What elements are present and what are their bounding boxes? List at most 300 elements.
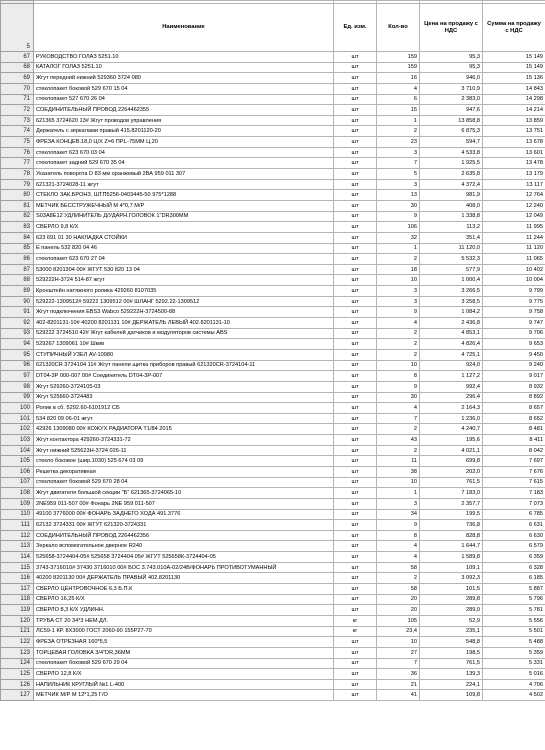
cell-sum[interactable]: 9 799 — [483, 286, 545, 297]
cell-qty[interactable]: 41 — [377, 690, 420, 701]
cell-price[interactable]: 113,2 — [420, 222, 483, 233]
cell-price[interactable]: 289,8 — [420, 594, 483, 605]
cell-qty[interactable]: 18 — [377, 264, 420, 275]
cell-name[interactable]: 621365 3724620 13# Жгут проводов управления — [34, 115, 334, 126]
row-number[interactable]: 118 — [1, 594, 34, 605]
cell-sum[interactable]: 11 244 — [483, 232, 545, 243]
cell-name[interactable]: 529222 3724510 42# Жгут кабелей датчиков и модуляторов системы ABS — [34, 328, 334, 339]
cell-price[interactable]: 2 164,3 — [420, 403, 483, 414]
cell-name[interactable]: Жгут 525660-3724483 — [34, 392, 334, 403]
cell-unit[interactable]: шт — [334, 509, 377, 520]
cell-qty[interactable]: 23,4 — [377, 626, 420, 637]
cell-name[interactable]: Жгут нижний 525623Н-3724 026-11 — [34, 445, 334, 456]
cell-qty[interactable]: 30 — [377, 200, 420, 211]
cell-name[interactable]: ФРЕЗА КОНЦЕВ.18,0 Ц/Х Z=6 ПР.L-75ММ Ц.20 — [34, 137, 334, 148]
cell-price[interactable]: 2 436,8 — [420, 318, 483, 329]
cell-qty[interactable]: 9 — [377, 520, 420, 531]
cell-price[interactable]: 4 853,1 — [420, 328, 483, 339]
cell-qty[interactable]: 3 — [377, 286, 420, 297]
cell-sum[interactable]: 7 697 — [483, 456, 545, 467]
cell-qty[interactable]: 3 — [377, 498, 420, 509]
cell-qty[interactable]: 58 — [377, 584, 420, 595]
cell-qty[interactable]: 15 — [377, 105, 420, 116]
cell-name[interactable]: Жгут подключения EBS3 Wabco 529222Н-3724500-88 — [34, 307, 334, 318]
cell-unit[interactable]: шт — [334, 73, 377, 84]
row-number[interactable]: 102 — [1, 424, 34, 435]
cell-unit[interactable]: шт — [334, 328, 377, 339]
cell-price[interactable]: 4 021,1 — [420, 445, 483, 456]
cell-unit[interactable]: шт — [334, 413, 377, 424]
cell-sum[interactable]: 9 706 — [483, 328, 545, 339]
cell-name[interactable]: 529222-1309512# 59222 1309512 00# ШЛАНГ 5292.22-1309512 — [34, 296, 334, 307]
cell-price[interactable]: 3 710,9 — [420, 83, 483, 94]
cell-name[interactable]: СТУПИЧНЫЙ УЗЕЛ AV-10980 — [34, 349, 334, 360]
row-number[interactable]: 111 — [1, 520, 34, 531]
cell-unit[interactable]: шт — [334, 392, 377, 403]
cell-price[interactable]: 198,5 — [420, 647, 483, 658]
row-number[interactable]: 85 — [1, 243, 34, 254]
cell-price[interactable]: 202,0 — [420, 466, 483, 477]
cell-name[interactable]: РУКОВОДСТВО ГОЛАЗ 5251.10 — [34, 52, 334, 63]
cell-name[interactable]: стеклопакет задний 529 670 35 04 — [34, 158, 334, 169]
row-number[interactable]: 123 — [1, 647, 34, 658]
cell-qty[interactable]: 6 — [377, 94, 420, 105]
cell-qty[interactable]: 3 — [377, 147, 420, 158]
cell-unit[interactable]: шт — [334, 264, 377, 275]
cell-unit[interactable]: шт — [334, 562, 377, 573]
cell-qty[interactable]: 2 — [377, 254, 420, 265]
cell-sum[interactable]: 4 706 — [483, 679, 545, 690]
cell-name[interactable]: Указатель поворота D 83 мм оранжевый 2ВА 959 011 307 — [34, 169, 334, 180]
cell-sum[interactable]: 14 843 — [483, 83, 545, 94]
cell-price[interactable]: 1 000,4 — [420, 275, 483, 286]
cell-unit[interactable]: шт — [334, 318, 377, 329]
cell-price[interactable]: 577,9 — [420, 264, 483, 275]
cell-unit[interactable]: шт — [334, 105, 377, 116]
cell-price[interactable]: 548,8 — [420, 637, 483, 648]
cell-unit[interactable]: шт — [334, 669, 377, 680]
cell-name[interactable]: Жгут передний нижний 529360 3724 080 — [34, 73, 334, 84]
cell-qty[interactable]: 2 — [377, 573, 420, 584]
row-number[interactable]: 100 — [1, 403, 34, 414]
cell-name[interactable]: СОЕДИНИТЕЛЬНЫЙ ПРОВОД 2264462356 — [34, 530, 334, 541]
cell-unit[interactable]: шт — [334, 403, 377, 414]
cell-name[interactable]: 525658-3724404-05# 525658 3724404 05# ЖГУТ 525658К-3724404-05 — [34, 552, 334, 563]
cell-sum[interactable]: 13 179 — [483, 169, 545, 180]
row-number[interactable]: 93 — [1, 328, 34, 339]
cell-unit[interactable]: шт — [334, 222, 377, 233]
cell-price[interactable]: 3 266,5 — [420, 286, 483, 297]
row-number[interactable]: 82 — [1, 211, 34, 222]
cell-name[interactable]: Жгут 529260-3724105-03 — [34, 381, 334, 392]
row-number[interactable]: 122 — [1, 637, 34, 648]
cell-unit[interactable]: шт — [334, 137, 377, 148]
cell-sum[interactable]: 8 892 — [483, 392, 545, 403]
cell-qty[interactable]: 10 — [377, 360, 420, 371]
cell-price[interactable]: 594,7 — [420, 137, 483, 148]
cell-sum[interactable]: 12 764 — [483, 190, 545, 201]
cell-sum[interactable]: 9 017 — [483, 371, 545, 382]
cell-name[interactable]: СВЕРЛО ЦЕНТРОВОЧНОЕ 6,3 Б.П.К — [34, 584, 334, 595]
cell-unit[interactable]: шт — [334, 520, 377, 531]
cell-name[interactable]: МЕТЧИК БЕССТРУЖЕЧНЫЙ М 4*0,7 М/Р — [34, 200, 334, 211]
cell-qty[interactable]: 106 — [377, 222, 420, 233]
cell-qty[interactable]: 2 — [377, 126, 420, 137]
cell-qty[interactable]: 8 — [377, 371, 420, 382]
cell-name[interactable]: Е панель 532 820 04 46 — [34, 243, 334, 254]
cell-sum[interactable]: 5 016 — [483, 669, 545, 680]
cell-name[interactable]: стеклопакет 527 670 26 04 — [34, 94, 334, 105]
cell-price[interactable]: 761,5 — [420, 477, 483, 488]
row-number[interactable]: 110 — [1, 509, 34, 520]
cell-name[interactable]: 621321-3724028-11 жгут — [34, 179, 334, 190]
cell-sum[interactable]: 5 501 — [483, 626, 545, 637]
row-number[interactable]: 109 — [1, 498, 34, 509]
cell-name[interactable]: 40200 8201130 00# ДЕРЖАТЕЛЬ ПРАВЫЙ 402.8201130 — [34, 573, 334, 584]
row-number[interactable]: 70 — [1, 83, 34, 94]
row-number[interactable]: 83 — [1, 222, 34, 233]
cell-qty[interactable]: 4 — [377, 541, 420, 552]
cell-name[interactable]: СВЕРЛО 12,8 К/Х — [34, 669, 334, 680]
cell-price[interactable]: 1 644,7 — [420, 541, 483, 552]
row-number[interactable]: 71 — [1, 94, 34, 105]
cell-unit[interactable]: кг — [334, 615, 377, 626]
cell-sum[interactable]: 9 240 — [483, 360, 545, 371]
cell-sum[interactable]: 9 747 — [483, 318, 545, 329]
cell-qty[interactable]: 20 — [377, 605, 420, 616]
cell-price[interactable]: 289,0 — [420, 605, 483, 616]
cell-unit[interactable]: шт — [334, 445, 377, 456]
cell-sum[interactable]: 8 481 — [483, 424, 545, 435]
cell-unit[interactable]: шт — [334, 424, 377, 435]
cell-qty[interactable]: 9 — [377, 307, 420, 318]
cell-price[interactable]: 761,5 — [420, 658, 483, 669]
cell-qty[interactable]: 5 — [377, 169, 420, 180]
cell-sum[interactable]: 15 149 — [483, 52, 545, 63]
cell-price[interactable]: 946,0 — [420, 73, 483, 84]
cell-price[interactable]: 11 120,0 — [420, 243, 483, 254]
row-number[interactable]: 76 — [1, 147, 34, 158]
cell-name[interactable]: СОЕДИНИТЕЛЬНЫЙ ПРОВОД 2264462355 — [34, 105, 334, 116]
row-number[interactable]: 119 — [1, 605, 34, 616]
row-number[interactable]: 103 — [1, 435, 34, 446]
cell-name[interactable]: 42926 1309080 00# КОЖУХ РАДИАТОРА Т1/84 2015 — [34, 424, 334, 435]
cell-sum[interactable]: 11 995 — [483, 222, 545, 233]
cell-sum[interactable]: 15 149 — [483, 62, 545, 73]
cell-price[interactable]: 992,4 — [420, 381, 483, 392]
row-number[interactable]: 75 — [1, 137, 34, 148]
cell-qty[interactable]: 34 — [377, 509, 420, 520]
cell-unit[interactable]: шт — [334, 488, 377, 499]
cell-qty[interactable]: 2 — [377, 424, 420, 435]
row-number[interactable]: 96 — [1, 360, 34, 371]
cell-unit[interactable]: шт — [334, 94, 377, 105]
cell-price[interactable]: 2 635,8 — [420, 169, 483, 180]
cell-sum[interactable]: 13 478 — [483, 158, 545, 169]
row-number[interactable]: 108 — [1, 488, 34, 499]
cell-sum[interactable]: 6 579 — [483, 541, 545, 552]
cell-price[interactable]: 828,8 — [420, 530, 483, 541]
col-header-name[interactable]: Наименование — [34, 4, 334, 52]
cell-price[interactable]: 699,8 — [420, 456, 483, 467]
cell-name[interactable]: ТОРЦЕВАЯ ГОЛОВКА 3/4"DR,36ММ — [34, 647, 334, 658]
cell-price[interactable]: 95,3 — [420, 52, 483, 63]
row-number[interactable]: 97 — [1, 371, 34, 382]
cell-name[interactable]: Жгут контактора 429260-3724331-72 — [34, 435, 334, 446]
col-header-price[interactable]: Цена на продажу с НДС — [420, 4, 483, 52]
cell-qty[interactable]: 32 — [377, 232, 420, 243]
cell-name[interactable]: 2NE959 011-507 00# Фонарь 2NE 959 011-507 — [34, 498, 334, 509]
cell-sum[interactable]: 10 004 — [483, 275, 545, 286]
col-header-qty[interactable]: Кол-во — [377, 4, 420, 52]
row-number-header[interactable]: 5 — [1, 4, 34, 52]
cell-price[interactable]: 2 357,7 — [420, 498, 483, 509]
cell-name[interactable]: 529267 1309061 10# Шкив — [34, 339, 334, 350]
cell-unit[interactable]: шт — [334, 286, 377, 297]
cell-price[interactable]: 4 826,4 — [420, 339, 483, 350]
cell-price[interactable]: 1 084,2 — [420, 307, 483, 318]
row-number[interactable]: 121 — [1, 626, 34, 637]
cell-price[interactable]: 736,8 — [420, 520, 483, 531]
cell-price[interactable]: 3 258,5 — [420, 296, 483, 307]
cell-qty[interactable]: 1 — [377, 243, 420, 254]
cell-price[interactable]: 109,1 — [420, 562, 483, 573]
cell-sum[interactable]: 8 411 — [483, 435, 545, 446]
cell-price[interactable]: 235,1 — [420, 626, 483, 637]
cell-qty[interactable]: 9 — [377, 381, 420, 392]
cell-price[interactable]: 1 338,8 — [420, 211, 483, 222]
row-number[interactable]: 99 — [1, 392, 34, 403]
cell-sum[interactable]: 14 298 — [483, 94, 545, 105]
cell-price[interactable]: 101,5 — [420, 584, 483, 595]
cell-sum[interactable]: 7 183 — [483, 488, 545, 499]
cell-sum[interactable]: 9 758 — [483, 307, 545, 318]
cell-price[interactable]: 1 127,2 — [420, 371, 483, 382]
cell-price[interactable]: 947,6 — [420, 105, 483, 116]
cell-sum[interactable]: 6 185 — [483, 573, 545, 584]
cell-name[interactable]: 402-8201131-10# 40200 8201131 10# ДЕРЖАТЕЛЬ ЛЕВЫЙ 402.8201131-10 — [34, 318, 334, 329]
cell-sum[interactable]: 6 359 — [483, 552, 545, 563]
cell-unit[interactable]: шт — [334, 637, 377, 648]
cell-price[interactable]: 6 875,3 — [420, 126, 483, 137]
row-number[interactable]: 69 — [1, 73, 34, 84]
row-number[interactable]: 78 — [1, 169, 34, 180]
cell-qty[interactable]: 7 — [377, 658, 420, 669]
cell-unit[interactable]: шт — [334, 62, 377, 73]
cell-unit[interactable]: шт — [334, 605, 377, 616]
cell-sum[interactable]: 14 214 — [483, 105, 545, 116]
cell-unit[interactable]: шт — [334, 349, 377, 360]
cell-name[interactable]: ТРУБА СТ 20 34*3 НЕМ.ДЛ. — [34, 615, 334, 626]
cell-name[interactable]: 529222Н-3724 514-87 жгут — [34, 275, 334, 286]
cell-sum[interactable]: 6 785 — [483, 509, 545, 520]
cell-qty[interactable]: 20 — [377, 594, 420, 605]
cell-qty[interactable]: 10 — [377, 637, 420, 648]
cell-sum[interactable]: 8 657 — [483, 403, 545, 414]
row-number[interactable]: 104 — [1, 445, 34, 456]
cell-unit[interactable]: шт — [334, 339, 377, 350]
cell-qty[interactable]: 159 — [377, 62, 420, 73]
cell-name[interactable]: 62132 3724331 00# ЖГУТ 621320-3724331 — [34, 520, 334, 531]
cell-qty[interactable]: 2 — [377, 328, 420, 339]
cell-unit[interactable]: шт — [334, 232, 377, 243]
cell-sum[interactable]: 11 120 — [483, 243, 545, 254]
cell-sum[interactable]: 5 796 — [483, 594, 545, 605]
cell-price[interactable]: 981,9 — [420, 190, 483, 201]
row-number[interactable]: 94 — [1, 339, 34, 350]
cell-qty[interactable]: 2 — [377, 339, 420, 350]
cell-qty[interactable]: 4 — [377, 403, 420, 414]
row-number[interactable]: 73 — [1, 115, 34, 126]
cell-name[interactable]: КАТАЛОГ ГОЛАЗ 5251.10 — [34, 62, 334, 73]
row-number[interactable]: 91 — [1, 307, 34, 318]
cell-price[interactable]: 139,3 — [420, 669, 483, 680]
cell-sum[interactable]: 5 488 — [483, 637, 545, 648]
cell-unit[interactable]: шт — [334, 456, 377, 467]
row-number[interactable]: 81 — [1, 200, 34, 211]
cell-qty[interactable]: 9 — [377, 211, 420, 222]
row-number[interactable]: 92 — [1, 318, 34, 329]
cell-price[interactable]: 924,0 — [420, 360, 483, 371]
row-number[interactable]: 113 — [1, 541, 34, 552]
cell-qty[interactable]: 43 — [377, 435, 420, 446]
row-number[interactable]: 114 — [1, 552, 34, 563]
row-number[interactable]: 77 — [1, 158, 34, 169]
cell-unit[interactable]: шт — [334, 307, 377, 318]
cell-unit[interactable]: шт — [334, 466, 377, 477]
row-number[interactable]: 79 — [1, 179, 34, 190]
cell-price[interactable]: 1 925,5 — [420, 158, 483, 169]
cell-name[interactable]: Жгут двигателя большой секции "Б" 621365-3724065-10 — [34, 488, 334, 499]
row-number[interactable]: 74 — [1, 126, 34, 137]
row-number[interactable]: 105 — [1, 456, 34, 467]
cell-price[interactable]: 4 533,8 — [420, 147, 483, 158]
cell-name[interactable]: 621320CR 3724104 11# Жгут панели щитка приборов правый 621320CR-3724104-11 — [34, 360, 334, 371]
cell-price[interactable]: 408,0 — [420, 200, 483, 211]
cell-qty[interactable]: 1 — [377, 115, 420, 126]
cell-name[interactable]: стеклопакет 623 670 27 04 — [34, 254, 334, 265]
cell-name[interactable]: СТЕКЛО ЗАК.БРОНЗ. ШТП5256-0403445-50 975*1288 — [34, 190, 334, 201]
cell-unit[interactable]: шт — [334, 115, 377, 126]
row-number[interactable]: 107 — [1, 477, 34, 488]
row-number[interactable]: 90 — [1, 296, 34, 307]
cell-name[interactable]: 623 691 01 30 НАКЛАДКА СТОЙКИ — [34, 232, 334, 243]
row-number[interactable]: 68 — [1, 62, 34, 73]
row-number[interactable]: 84 — [1, 232, 34, 243]
cell-sum[interactable]: 5 887 — [483, 584, 545, 595]
cell-name[interactable]: СВЕРЛО 16,25 К/Х — [34, 594, 334, 605]
cell-name[interactable]: Кронштейн натяжного ролика 429260 8107035 — [34, 286, 334, 297]
cell-qty[interactable]: 21 — [377, 679, 420, 690]
cell-sum[interactable]: 11 065 — [483, 254, 545, 265]
cell-sum[interactable]: 6 630 — [483, 530, 545, 541]
cell-qty[interactable]: 16 — [377, 73, 420, 84]
cell-unit[interactable]: шт — [334, 594, 377, 605]
cell-unit[interactable]: шт — [334, 435, 377, 446]
cell-price[interactable]: 195,6 — [420, 435, 483, 446]
cell-price[interactable]: 351,4 — [420, 232, 483, 243]
cell-unit[interactable]: шт — [334, 126, 377, 137]
cell-qty[interactable]: 36 — [377, 669, 420, 680]
cell-unit[interactable]: шт — [334, 690, 377, 701]
row-number[interactable]: 72 — [1, 105, 34, 116]
cell-price[interactable]: 109,8 — [420, 690, 483, 701]
cell-sum[interactable]: 5 781 — [483, 605, 545, 616]
row-number[interactable]: 125 — [1, 669, 34, 680]
cell-name[interactable]: ЛС59-1 КР. 8Х3000 ГОСТ 2060-90 155Р27-70 — [34, 626, 334, 637]
col-header-unit[interactable]: Ед. изм. — [334, 4, 377, 52]
cell-sum[interactable]: 9 653 — [483, 339, 545, 350]
cell-unit[interactable]: шт — [334, 243, 377, 254]
cell-name[interactable]: 3743-3716010# 37430 3716010 00# БОС 3.743.010А-02/24В/ФОНАРЬ ПРОТИВОТУМАННЫЙ — [34, 562, 334, 573]
cell-name[interactable]: стеклопакет боковой 529 670 15 04 — [34, 83, 334, 94]
cell-price[interactable]: 4 372,4 — [420, 179, 483, 190]
cell-sum[interactable]: 4 502 — [483, 690, 545, 701]
cell-sum[interactable]: 6 631 — [483, 520, 545, 531]
cell-sum[interactable]: 9 775 — [483, 296, 545, 307]
cell-name[interactable]: Решетка декоративная — [34, 466, 334, 477]
cell-unit[interactable]: шт — [334, 158, 377, 169]
cell-name[interactable]: Ролик в сб. 5292.60-6101912 СБ — [34, 403, 334, 414]
cell-sum[interactable]: 5 359 — [483, 647, 545, 658]
cell-name[interactable]: стеклопакет 623 670 03 04 — [34, 147, 334, 158]
row-number[interactable]: 124 — [1, 658, 34, 669]
row-number[interactable]: 80 — [1, 190, 34, 201]
row-number[interactable]: 98 — [1, 381, 34, 392]
cell-qty[interactable]: 3 — [377, 296, 420, 307]
row-number[interactable]: 88 — [1, 275, 34, 286]
row-number[interactable]: 95 — [1, 349, 34, 360]
cell-name[interactable]: S03А8Е12 УДЛИНИТЕЛЬ Д/УДАРН.ГОЛОВОК 1"DR300ММ — [34, 211, 334, 222]
cell-qty[interactable]: 2 — [377, 349, 420, 360]
cell-unit[interactable]: шт — [334, 169, 377, 180]
row-number[interactable]: 117 — [1, 584, 34, 595]
cell-qty[interactable]: 38 — [377, 466, 420, 477]
cell-name[interactable]: МЕТЧИК М/Р М 12*1,25 Г/О — [34, 690, 334, 701]
cell-qty[interactable]: 7 — [377, 158, 420, 169]
cell-unit[interactable]: шт — [334, 371, 377, 382]
row-number[interactable]: 67 — [1, 52, 34, 63]
cell-name[interactable]: DT04-3P 000-007 00# Соединитель DT04-3P-007 — [34, 371, 334, 382]
cell-qty[interactable]: 2 — [377, 445, 420, 456]
cell-unit[interactable]: шт — [334, 477, 377, 488]
cell-qty[interactable]: 105 — [377, 615, 420, 626]
cell-sum[interactable]: 5 556 — [483, 615, 545, 626]
cell-unit[interactable]: шт — [334, 254, 377, 265]
cell-qty[interactable]: 10 — [377, 477, 420, 488]
cell-sum[interactable]: 12 240 — [483, 200, 545, 211]
row-number[interactable]: 101 — [1, 413, 34, 424]
cell-name[interactable]: НАПИЛЬНИК КРУГЛЫЙ №1 L-400 — [34, 679, 334, 690]
cell-unit[interactable]: шт — [334, 275, 377, 286]
cell-name[interactable]: Держатель с зеркалами правый 415.8201120-20 — [34, 126, 334, 137]
cell-sum[interactable]: 7 676 — [483, 466, 545, 477]
cell-sum[interactable]: 7 073 — [483, 498, 545, 509]
cell-sum[interactable]: 5 331 — [483, 658, 545, 669]
cell-qty[interactable]: 3 — [377, 179, 420, 190]
row-number[interactable]: 127 — [1, 690, 34, 701]
cell-unit[interactable]: шт — [334, 658, 377, 669]
cell-sum[interactable]: 8 042 — [483, 445, 545, 456]
cell-price[interactable]: 13 858,8 — [420, 115, 483, 126]
cell-sum[interactable]: 13 117 — [483, 179, 545, 190]
cell-qty[interactable]: 8 — [377, 530, 420, 541]
cell-unit[interactable]: шт — [334, 211, 377, 222]
cell-unit[interactable]: шт — [334, 200, 377, 211]
cell-unit[interactable]: шт — [334, 573, 377, 584]
cell-qty[interactable]: 159 — [377, 52, 420, 63]
cell-sum[interactable]: 15 136 — [483, 73, 545, 84]
